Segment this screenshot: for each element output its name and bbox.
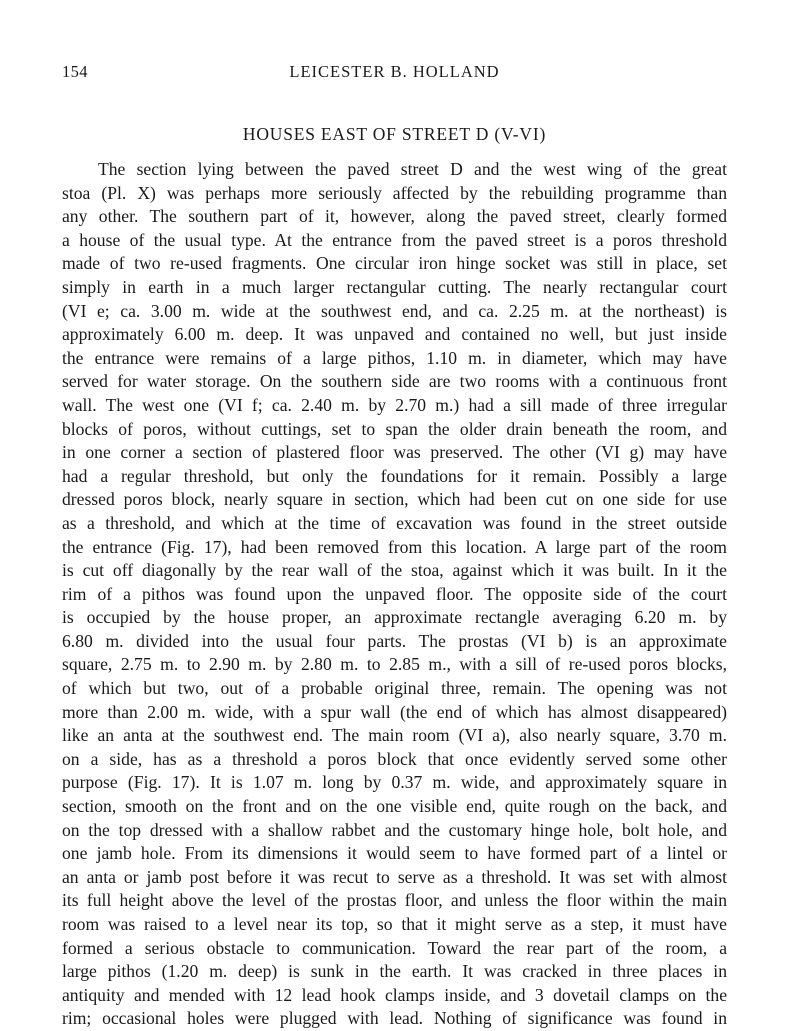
text-line: a house of the usual type. At the entrance from the paved street is a poros threshold xyxy=(62,229,727,250)
body-paragraph xyxy=(62,158,727,1031)
text-line: stoa (Pl. X) was perhaps more seriously affected by the rebuilding programme than xyxy=(62,182,727,203)
text-line: any other. The southern part of it, however, along the paved street, clearly formed xyxy=(62,206,727,227)
text-line: on a side, has as a threshold a poros block that once evidently served some other xyxy=(62,748,727,769)
text-line: The section lying between the paved street D and the west wing of the great xyxy=(98,159,727,179)
text-line: formed a serious obstacle to communication. Toward the rear part of the room, a xyxy=(62,937,727,958)
text-line: rim of a pithos was found upon the unpaved floor. The opposite side of the court xyxy=(62,583,727,604)
text-line: wall. The west one (VI f; ca. 2.40 m. by 2.70 m.) had a sill made of three irregular xyxy=(62,394,727,415)
text-line: rim; occasional holes were plugged with lead. Nothing of significance was found in xyxy=(62,1008,727,1029)
text-line: of which but two, out of a probable original three, remain. The opening was not xyxy=(62,678,727,699)
text-line: served for water storage. On the southern side are two rooms with a continuous front xyxy=(62,371,727,392)
text-line: large pithos (1.20 m. deep) is sunk in the earth. It was cracked in three places in xyxy=(62,961,727,982)
text-line: an anta or jamb post before it was recut to serve as a threshold. It was set with almost xyxy=(62,866,727,887)
text-line: had a regular threshold, but only the foundations for it remain. Possibly a large xyxy=(62,465,727,486)
text-line: on the top dressed with a shallow rabbet and the customary hinge hole, bolt hole, and xyxy=(62,819,727,840)
text-line: is cut off diagonally by the rear wall of the stoa, against which it was built. In it the xyxy=(62,560,727,581)
text-line: as a threshold, and which at the time of excavation was found in the street outside xyxy=(62,512,727,533)
text-line: is occupied by the house proper, an approximate rectangle averaging 6.20 m. by xyxy=(62,607,727,628)
text-line: (VI e; ca. 3.00 m. wide at the southwest end, and ca. 2.25 m. at the northeast) is xyxy=(62,300,727,321)
text-line: blocks of poros, without cuttings, set to span the older drain beneath the room, and xyxy=(62,418,727,439)
text-line: made of two re-used fragments. One circular iron hinge socket was still in place, set xyxy=(62,253,727,274)
text-line: in one corner a section of plastered floor was preserved. The other (VI g) may have xyxy=(62,442,727,463)
text-line: approximately 6.00 m. deep. It was unpaved and contained no well, but just inside xyxy=(62,324,727,345)
text-line: like an anta at the southwest end. The main room (VI a), also nearly square, 3.70 m. xyxy=(62,725,727,746)
text-line: simply in earth in a much larger rectangular cutting. The nearly rectangular court xyxy=(62,276,727,297)
text-line: the entrance were remains of a large pithos, 1.10 m. in diameter, which may have xyxy=(62,347,727,368)
text-line: room was raised to a level near its top, so that it might serve as a step, it must have xyxy=(62,914,727,934)
text-line: antiquity and mended with 12 lead hook clamps inside, and 3 dovetail clamps on the xyxy=(62,984,727,1005)
running-header xyxy=(62,62,727,84)
text-line: section, smooth on the front and on the one visible end, quite rough on the back, and xyxy=(62,796,727,817)
text-line: the entrance (Fig. 17), had been removed from this location. A large part of the room xyxy=(62,536,727,557)
running-title: LEICESTER B. HOLLAND xyxy=(289,62,500,81)
page-number: 154 xyxy=(62,62,88,81)
text-line: square, 2.75 m. to 2.90 m. by 2.80 m. to 2.85 m., with a sill of re-used poros blocks, xyxy=(62,654,727,675)
text-line: one jamb hole. From its dimensions it would seem to have formed part of a lintel or xyxy=(62,843,727,864)
section-heading: HOUSES EAST OF STREET D (V-VI) xyxy=(242,124,547,144)
text-line: 6.80 m. divided into the usual four parts. The prostas (VI b) is an approximate xyxy=(62,630,727,651)
text-line: more than 2.00 m. wide, with a spur wall (the end of which has almost disappeared) xyxy=(62,701,727,722)
text-line: its full height above the level of the prostas floor, and unless the floor within the main xyxy=(62,890,727,911)
text-line: dressed poros block, nearly square in section, which had been cut on one side for use xyxy=(62,489,727,510)
text-line: purpose (Fig. 17). It is 1.07 m. long by 0.37 m. wide, and approximately square in xyxy=(62,772,727,793)
